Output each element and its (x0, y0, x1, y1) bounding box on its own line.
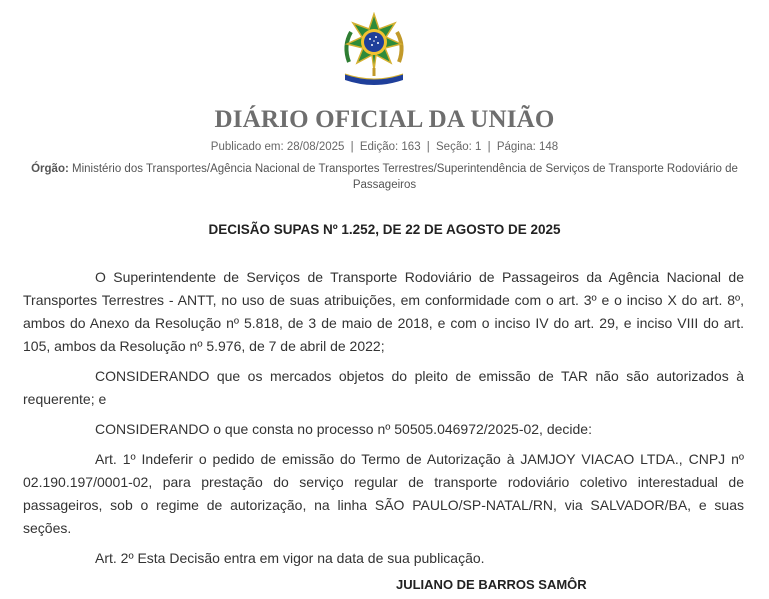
signature: JULIANO DE BARROS SAMÔR (396, 577, 587, 592)
page-title: DIÁRIO OFICIAL DA UNIÃO (214, 106, 555, 133)
separator: | (426, 141, 430, 153)
publication-info (0, 141, 769, 153)
paragraph: Art. 1º Indeferir o pedido de emissão do Termo de Autorização à JAMJOY VIACAO LTDA., CNPJ nº 02.190.197/0001-02, para prestação do serviço regular de transporte rodoviário coletivo interestadual de passageiros, sob o regime de autorização, na linha SÃO PAULO/SP-NATAL/RN, via SALVADOR/BA, e suas seções. (23, 451, 744, 536)
page-number: Página: 148 (496, 141, 559, 153)
published-date: Publicado em: 28/08/2025 (210, 141, 345, 153)
brazil-coat-of-arms-icon (339, 12, 409, 88)
separator: | (350, 141, 354, 153)
orgao-value: Ministério dos Transportes/Agência Nacional de Transportes Terrestres/Superintendência de Serviços de Transporte Rodoviário de Passageiros (72, 163, 738, 191)
orgao-label: Órgão: (31, 163, 69, 175)
paragraph: CONSIDERANDO o que consta no processo nº 50505.046972/2025-02, decide: (95, 421, 592, 437)
document-body (23, 266, 744, 577)
separator: | (487, 141, 491, 153)
edition-number: Edição: 163 (359, 141, 421, 153)
paragraph: Art. 2º Esta Decisão entra em vigor na data de sua publicação. (95, 550, 485, 566)
document-heading: DECISÃO SUPAS Nº 1.252, DE 22 DE AGOSTO DE 2025 (208, 222, 561, 237)
paragraph: CONSIDERANDO que os mercados objetos do pleito de emissão de TAR não são autorizados à requerente; e (23, 368, 744, 407)
paragraph: O Superintendente de Serviços de Transporte Rodoviário de Passageiros da Agência Nacional de Transportes Terrestres - ANTT, no uso de suas atribuições, em conformidade com o art. 3º e o inciso X do art. 8º, ambos do Anexo da Resolução nº 5.818, de 3 de maio de 2018, e com o inciso IV do art. 29, e inciso VIII do art. 105, ambos da Resolução nº 5.976, de 7 de abril de 2022; (23, 269, 744, 354)
section-number: Seção: 1 (436, 141, 482, 153)
orgao-line (30, 161, 739, 193)
